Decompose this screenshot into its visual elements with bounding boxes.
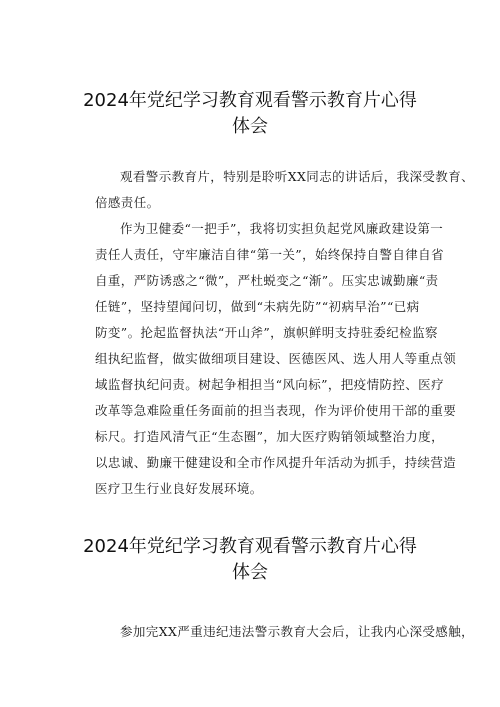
title-line: 体会 [232, 562, 268, 583]
text-line: 域监督执纪问责。树起争相担当“风向标”，把疫情防控、医疗 [95, 377, 444, 392]
text-line: 观看警示教育片，特别是聆听XX同志的讲话后，我深受教育、 [120, 169, 474, 184]
text-line: 责任人责任，守牢廉洁自律“第一关”，始终保持自警自律自省 [95, 247, 444, 262]
text-line: 改革等急难险重任务面前的担当表现，作为评价使用干部的重要 [95, 403, 457, 418]
text-line: 标尺。打造风清气正“生态圈”，加大医疗购销领域整治力度， [95, 429, 444, 444]
paragraph-intro [95, 164, 474, 216]
text-line: 自重，严防诱惑之“微”，严杜蜕变之“渐”。压实忠诚勤廉“责 [95, 273, 439, 288]
title-line: 2024年党纪学习教育观看警示教育片心得 [83, 90, 417, 111]
paragraph-intro-2 [95, 619, 474, 645]
article-title-2 [0, 534, 500, 586]
text-line: 参加完XX严重违纪违法警示教育大会后，让我内心深受感触， [120, 624, 474, 639]
text-line: 任链”，坚持望闻问切，做到“未病先防”“初病早治”“已病 [95, 299, 420, 314]
paragraph-body [95, 216, 455, 502]
text-line: 作为卫健委“一把手”，我将切实担负起党风廉政建设第一 [120, 221, 444, 236]
title-line: 2024年党纪学习教育观看警示教育片心得 [83, 536, 417, 557]
title-line: 体会 [232, 116, 268, 137]
text-line: 防变”。抡起监督执法“开山斧”，旗帜鲜明支持驻委纪检监察 [95, 325, 438, 340]
article-title-1 [0, 88, 500, 140]
text-line: 医疗卫生行业良好发展环境。 [95, 481, 263, 496]
text-line: 倍感责任。 [95, 195, 160, 210]
text-line: 以忠诚、勤廉干健建设和全市作风提升年活动为抓手，持续营造 [95, 455, 457, 470]
text-line: 组执纪监督，做实做细项目建设、医德医风、选人用人等重点领 [95, 351, 457, 366]
